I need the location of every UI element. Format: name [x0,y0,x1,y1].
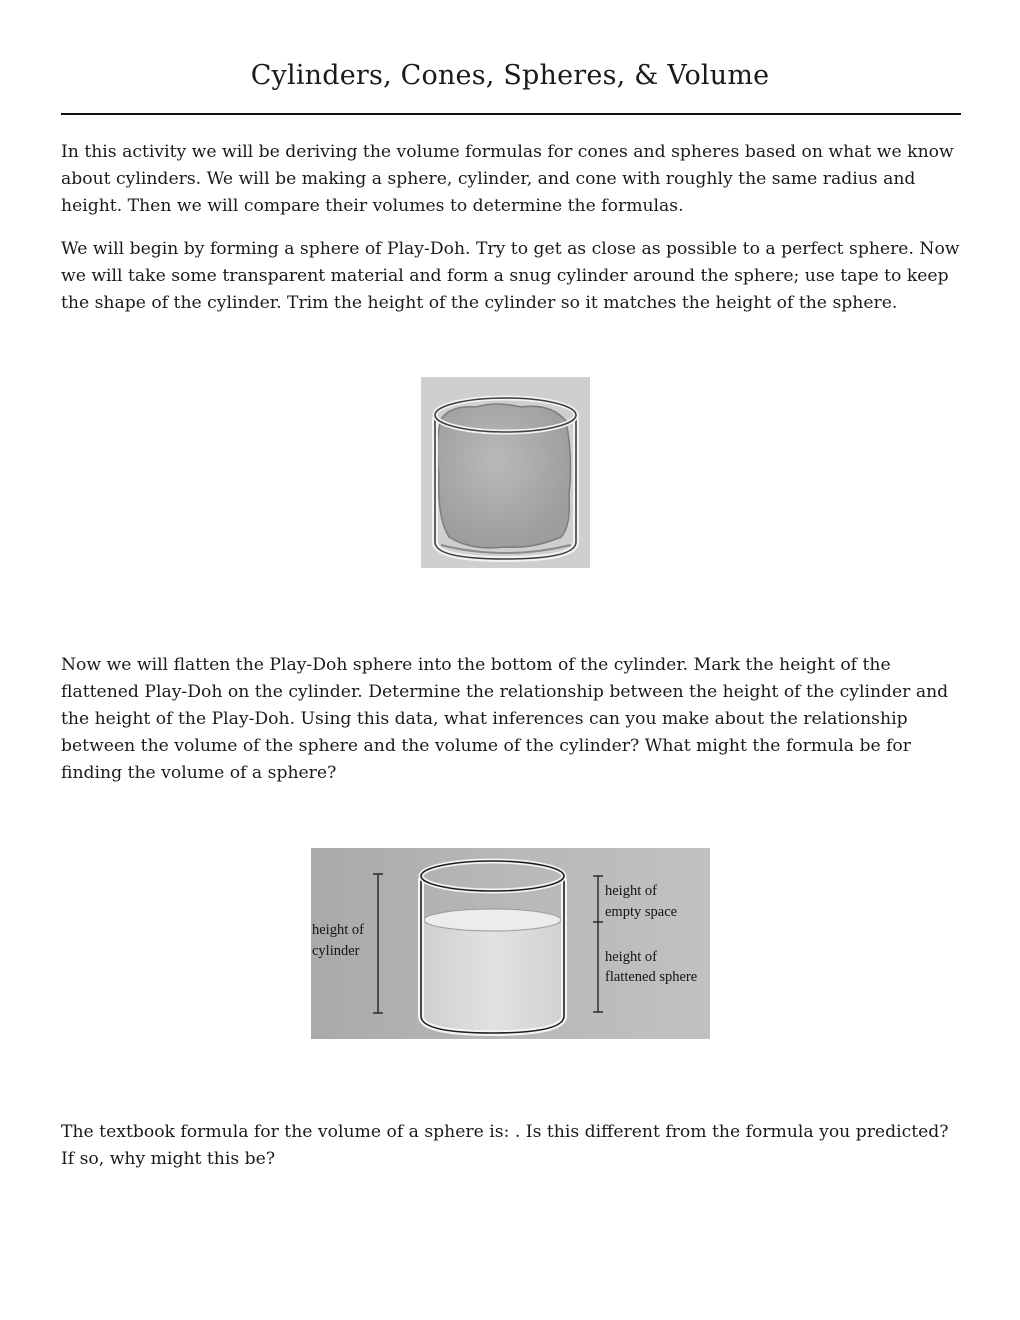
flattened-sphere-diagram [311,848,710,1039]
sphere-in-cylinder-photo [421,377,590,568]
flatten-instructions-paragraph: Now we will flatten the Play-Doh sphere into the bottom of the cylinder. Mark the height of the flattened Play-Doh on the cylinder. Determine the relationship between the height of the cylinder and the height of the Play-Doh. Using this data, what inferences can you make about the relationship between the volume of the sphere and the volume of the cylinder? What might the formula be for finding the volume of a sphere? [61,655,949,783]
textbook-formula-paragraph: The textbook formula for the volume of a sphere is: . Is this different from the formula you predicted? If so, why might this be? [61,1122,949,1169]
sphere-instructions-paragraph: We will begin by forming a sphere of Play-Doh. Try to get as close as possible to a perfect sphere. Now we will take some transparent material and form a snug cylinder around the sphere; use tape to keep the shape of the cylinder. Trim the height of the cylinder so it matches the height of the sphere. [61,239,960,313]
intro-paragraph: In this activity we will be deriving the volume formulas for cones and spheres based on what we know about cylinders. We will be making a sphere, cylinder, and cone with roughly the same radius and height. Then we will compare their volumes to determine the formulas. [61,142,954,216]
flattened-sphere-label-line1: height of [605,949,657,965]
cylinder-height-label-line1: height of [312,922,364,938]
title-divider [61,113,961,115]
empty-space-label-line1: height of [605,883,657,899]
cylinder-height-label-line2: cylinder [312,943,360,959]
flattened-sphere-label-line2: flattened sphere [605,969,698,985]
empty-space-label-line2: empty space [605,904,678,920]
page-title: Cylinders, Cones, Spheres, & Volume [250,60,770,91]
